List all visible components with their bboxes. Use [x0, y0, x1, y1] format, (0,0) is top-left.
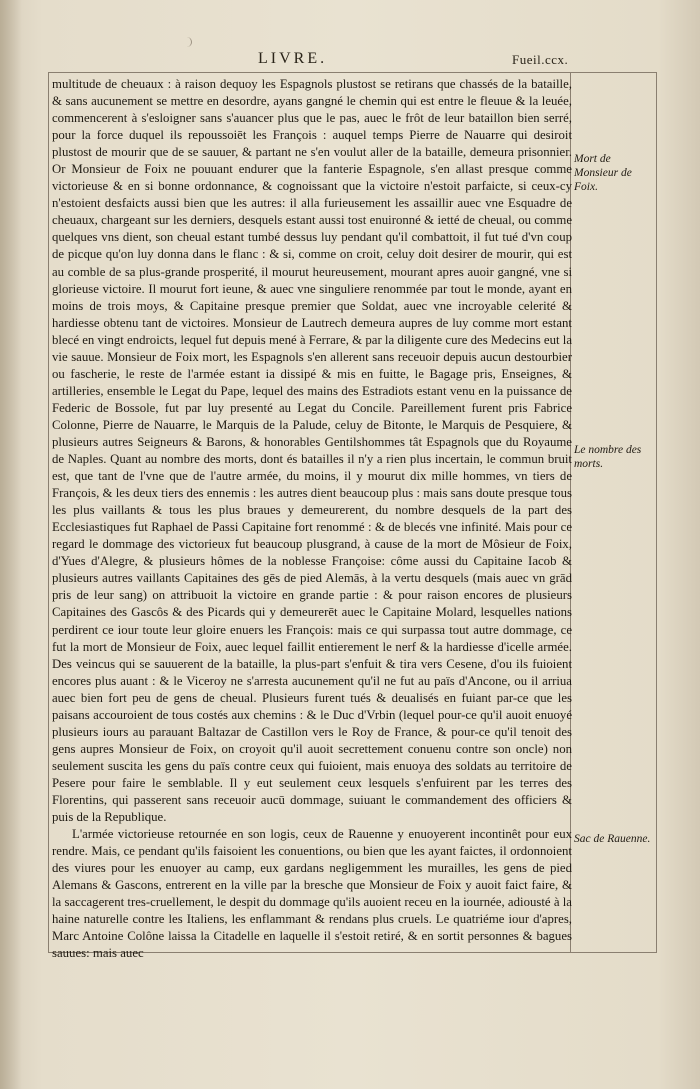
paragraph-1: multitude de cheuaux : à raison dequoy les Espagnols plustost se retirans que chassés de la bataille, & sans aucunement se mettre en desordre, ayans gangné le chemin qui est entre le fleuue & la leuée, commencerent à s'esloigner sans s'auancer plus que le pas, auec le frôt de leur bataillon bien serré, pour la force duquel ils repoussoiēt les François : auquel temps Pierre de Nauarre qui desiroit plustost de mourir que de se sauuer, & partant ne s'en voulut aller de la bataille, demeura prisonnier. Or Monsieur de Foix ne pouuant endurer que la fanterie Espagnole, s'en allast presque comme victorieuse & en si bonne ordonnance, & cognoissant que la victoire n'estoit parfaicte, si ceux-cy n'estoient desfaicts aussi bien que les autres: il alla furieusement les assaillir auec vne Esquadre de cheuaux, chargeant sur les derniers, desquels estant aussi tost enuironné & ietté de cheual, ou comme quelques vns dient, son cheual estant tumbé dessus luy pendant qu'il combattoit, il fut tué d'vn coup de picque qu'on luy donna dans le flanc : & si, comme on croit, celuy doit desirer de mourir, qui est au comble de sa plus-grande prosperité, il mourut heureusement, mourant apres auoir gangné, vne si glorieuse victoire. Il mourut fort ieune, & auec vne singuliere renommée par tout le monde, ayant en moins de trois moys, & Capitaine presque premier que Soldat, auec vne incroyable celerité & hardiesse obtenu tant de victoires. Monsieur de Lautrech demeura aupres de luy comme mort estant blecé en vingt endroicts, lequel fut depuis mené à Ferrare, & par la diligente cure des Medecins eut la vie sauue. Monsieur de Foix mort, les Espagnols s'en allerent sans receuoir depuis aucun destourbier ou fascherie, le reste de l'armée estant ia dissipé & mis en fuitte, le Bagage pris, Enseignes, & artilleries, ensemble le Legat du Pape, lequel des mains des Estradiots estant venu en la puissance de Federic de Bossole, fut par luy presenté au Legat du Concile. Pareillement furent pris Fabrice Colonne, Pierre de Nauarre, le Marquis de la Palude, celuy de Bitonte, le Marquis de Pesquiere, & plusieurs autres Seigneurs & Barons, & honorables Gentilshommes tât Espagnols que du Royaume de Naples. Quant au nombre des morts, dont és batailles il n'y a rien plus incertain, le commun bruit est, que tant de l'vne que de l'autre armée, du moins, il y mourut dix mille hommes, vn tiers de François, & les deux tiers des ennemis : les autres dient beaucoup plus : mais sans doute presque tous les plus vaillants & tous les plus braues y demeurerent, du nombre desquels de la part des Ecclesiastiques fut Raphael de Passi Capitaine fort renommé : & de blecés vne infinité. Mais pour ce regard le dommage des victorieux fut beaucoup plusgrand, à cause de la mort de Môsieur de Foix, d'Yues d'Alegre, & plusieurs hômes de la noblesse Françoise: côme aussi du Capitaine Iacob & plusieurs autres vaillants Capitaines des gēs de pied Alemās, à la vertu desquels (mais auec vn grād pris de leur sang) on attribuoit la victoire en grande partie : & pour raison encores de plusieurs Capitaines des Gascôs & des Picards qui y demeurerēt auec le Capitaine Molard, lesquelles nations perdirent ce iour toute leur gloire enuers les François: mais ce qui surpassa tout autre dommage, ce fut la mort de Monsieur de Foix, auec lequel faillit entierement le nerf & la hardiesse d'icelle armée. Des veincus qui se sauuerent de la bataille, la plus-part s'enfuit & tira vers Cesene, d'ou ils fuioient encores plus auant : & le Viceroy ne s'arresta aucunement qu'il ne fut au païs d'Ancone, ou il arriua auec bien fort peu de gens de cheual. Plusieurs furent tués & deualisés en fuiant par-ce que les paisans accouroient de tous costés aux chemins : & le Duc d'Vrbin (lequel pour-ce qu'il auoit enuoyé plusieurs iours au parauant Baltazar de Castillon vers le Roy de France, & pour-ce qu'il tenoit des gens aupres Monsieur de Foix, on croyoit qu'il auoit secrettement conuenu contre son oncle) non seulement suscita les gens du païs contre ceux qui fuioient, mais enuoya des soldats au territoire de Pesere pour faire le semblable. Il y eut seulement ceux lesquels s'enfuirent par les terres des Florentins, qui passerent sans receuoir aucū dommage, suiuant le commandement des officiers & puis de la Republique. — [52, 77, 572, 825]
paragraph-2: L'armée victorieuse retournée en son logis, ceux de Rauenne y enuoyerent incontinêt pour eux rendre. Mais, ce pendant qu'ils faisoient les conuentions, ou bien que les ayant faictes, il ordonnoient des viures pour les enuoyer au camp, eux gardans negligemment les murailles, les gens de pied Alemans & Gascons, entrerent en la ville par la bresche que Monsieur de Foix y auoit faict faire, & la saccagerent tres-cruellement, le despit du dommage qu'ils auoient receu en la iournée, adiousté à la haine naturelle contre les Italiens, les enflammant & rendans plus cruels. Le quatriéme iour d'apres, Marc Antoine Colône laissa la Citadelle en laquelle il s'estoit retiré, & en sortit personnes & bagues sauues: mais auec — [52, 827, 572, 961]
margin-note-nombre-des-morts: Le nombre des morts. — [574, 444, 642, 470]
rule-left-vertical — [48, 72, 49, 952]
rule-header-horizontal — [48, 72, 657, 73]
margin-note-mort-de-foix: Mort de Monsieur de Foix. — [574, 153, 632, 193]
running-title: LIVRE. — [258, 50, 328, 67]
page-header — [0, 50, 700, 72]
binding-shadow — [0, 0, 22, 1089]
rule-margin-right-vertical — [656, 72, 657, 952]
pencil-mark — [185, 37, 192, 47]
margin-note-sac-de-rauenne: Sac de Rauenne. — [574, 833, 651, 845]
main-text-block — [52, 76, 572, 962]
folio-number: Fueil.ccx. — [512, 52, 569, 67]
